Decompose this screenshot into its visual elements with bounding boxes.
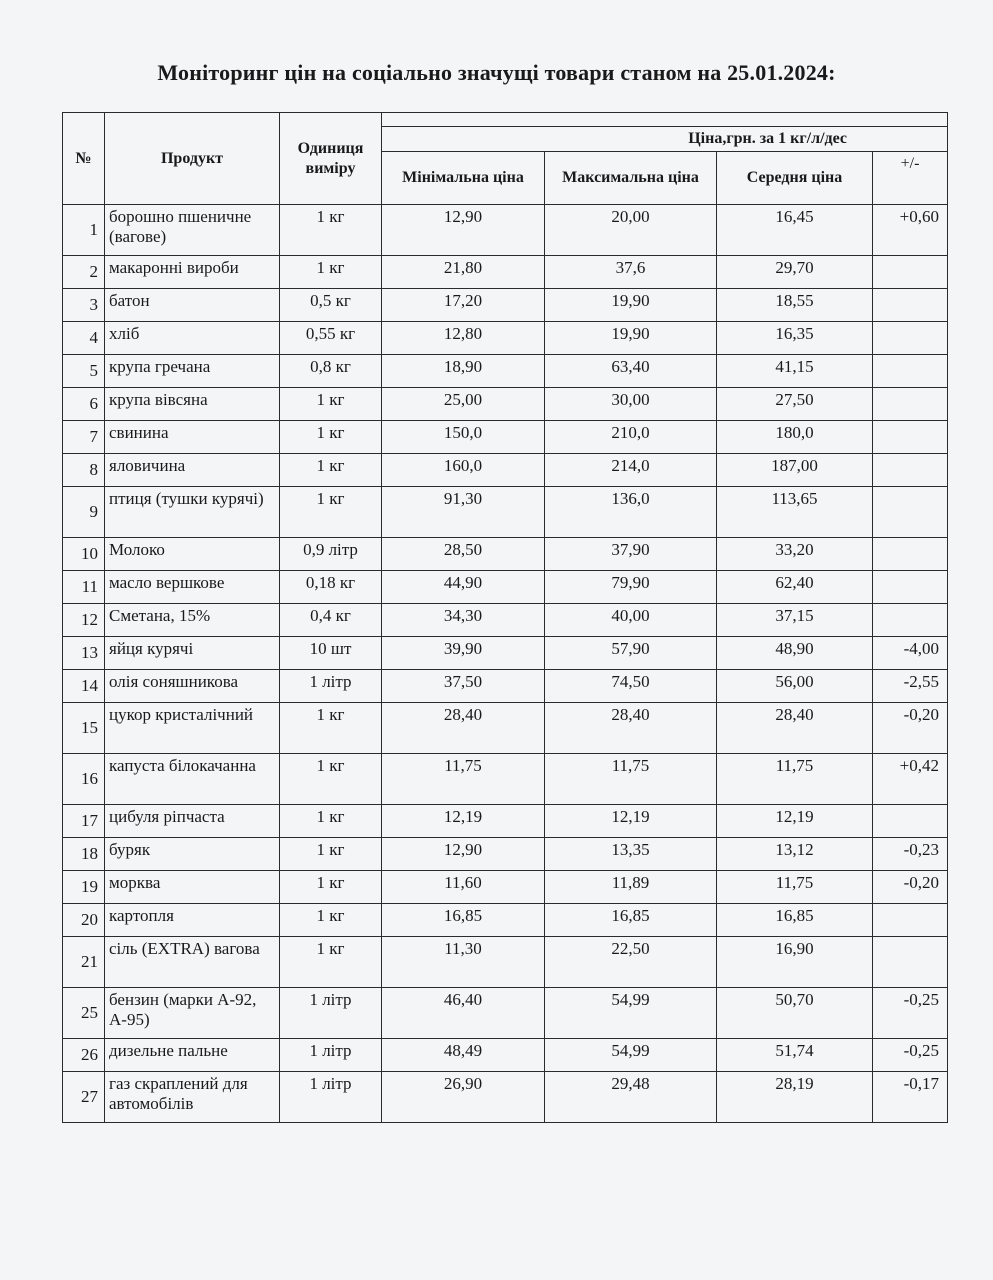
table-row xyxy=(63,670,948,703)
max-price: 19,90 xyxy=(545,322,717,355)
product-name: батон xyxy=(105,289,280,322)
max-price: 40,00 xyxy=(545,604,717,637)
table-row xyxy=(63,838,948,871)
header-max-price: Максимальна ціна xyxy=(545,152,717,205)
table-row xyxy=(63,1072,948,1123)
avg-price: 11,75 xyxy=(717,754,873,805)
max-price: 37,90 xyxy=(545,538,717,571)
avg-price: 56,00 xyxy=(717,670,873,703)
max-price: 79,90 xyxy=(545,571,717,604)
product-name: капуста білокачанна xyxy=(105,754,280,805)
unit-of-measure: 1 кг xyxy=(280,937,382,988)
product-name: яйця курячі xyxy=(105,637,280,670)
row-number: 4 xyxy=(63,322,105,355)
max-price: 214,0 xyxy=(545,454,717,487)
avg-price: 50,70 xyxy=(717,988,873,1039)
max-price: 210,0 xyxy=(545,421,717,454)
avg-price: 41,15 xyxy=(717,355,873,388)
avg-price: 11,75 xyxy=(717,871,873,904)
row-number: 15 xyxy=(63,703,105,754)
max-price: 136,0 xyxy=(545,487,717,538)
row-number: 27 xyxy=(63,1072,105,1123)
row-number: 12 xyxy=(63,604,105,637)
row-number: 9 xyxy=(63,487,105,538)
max-price: 22,50 xyxy=(545,937,717,988)
min-price: 26,90 xyxy=(382,1072,545,1123)
price-change: +0,60 xyxy=(873,205,948,256)
max-price: 11,75 xyxy=(545,754,717,805)
table-row xyxy=(63,871,948,904)
row-number: 10 xyxy=(63,538,105,571)
min-price: 11,60 xyxy=(382,871,545,904)
max-price: 28,40 xyxy=(545,703,717,754)
product-name: свинина xyxy=(105,421,280,454)
header-diff: +/- xyxy=(873,152,948,205)
price-change xyxy=(873,322,948,355)
header-spacer xyxy=(382,113,948,127)
product-name: картопля xyxy=(105,904,280,937)
max-price: 74,50 xyxy=(545,670,717,703)
price-table xyxy=(62,112,948,1123)
header-unit: Одиниця виміру xyxy=(280,113,382,205)
unit-of-measure: 1 кг xyxy=(280,256,382,289)
row-number: 20 xyxy=(63,904,105,937)
product-name: газ скраплений для автомобілів xyxy=(105,1072,280,1123)
min-price: 12,90 xyxy=(382,838,545,871)
min-price: 150,0 xyxy=(382,421,545,454)
price-change: -2,55 xyxy=(873,670,948,703)
row-number: 2 xyxy=(63,256,105,289)
header-price-group: Ціна,грн. за 1 кг/л/дес xyxy=(382,127,948,152)
price-change xyxy=(873,904,948,937)
max-price: 30,00 xyxy=(545,388,717,421)
min-price: 160,0 xyxy=(382,454,545,487)
avg-price: 62,40 xyxy=(717,571,873,604)
table-row xyxy=(63,805,948,838)
row-number: 26 xyxy=(63,1039,105,1072)
avg-price: 16,45 xyxy=(717,205,873,256)
avg-price: 28,40 xyxy=(717,703,873,754)
unit-of-measure: 10 шт xyxy=(280,637,382,670)
unit-of-measure: 1 літр xyxy=(280,1039,382,1072)
product-name: птиця (тушки курячі) xyxy=(105,487,280,538)
avg-price: 28,19 xyxy=(717,1072,873,1123)
product-name: бензин (марки А-92, А-95) xyxy=(105,988,280,1039)
price-change xyxy=(873,289,948,322)
table-row xyxy=(63,454,948,487)
table-body xyxy=(63,205,948,1123)
price-change: -0,25 xyxy=(873,988,948,1039)
unit-of-measure: 1 кг xyxy=(280,388,382,421)
min-price: 21,80 xyxy=(382,256,545,289)
product-name: сіль (EXTRA) вагова xyxy=(105,937,280,988)
min-price: 37,50 xyxy=(382,670,545,703)
min-price: 11,30 xyxy=(382,937,545,988)
avg-price: 27,50 xyxy=(717,388,873,421)
avg-price: 16,35 xyxy=(717,322,873,355)
min-price: 12,19 xyxy=(382,805,545,838)
row-number: 5 xyxy=(63,355,105,388)
row-number: 16 xyxy=(63,754,105,805)
product-name: цибуля ріпчаста xyxy=(105,805,280,838)
max-price: 20,00 xyxy=(545,205,717,256)
page-title: Моніторинг цін на соціально значущі товари станом на 25.01.2024: xyxy=(157,60,836,85)
avg-price: 13,12 xyxy=(717,838,873,871)
table-row xyxy=(63,904,948,937)
product-name: крупа гречана xyxy=(105,355,280,388)
avg-price: 51,74 xyxy=(717,1039,873,1072)
avg-price: 16,85 xyxy=(717,904,873,937)
header-avg-price: Середня ціна xyxy=(717,152,873,205)
row-number: 14 xyxy=(63,670,105,703)
min-price: 48,49 xyxy=(382,1039,545,1072)
unit-of-measure: 1 кг xyxy=(280,205,382,256)
table-row xyxy=(63,703,948,754)
product-name: макаронні вироби xyxy=(105,256,280,289)
row-number: 19 xyxy=(63,871,105,904)
min-price: 34,30 xyxy=(382,604,545,637)
min-price: 16,85 xyxy=(382,904,545,937)
unit-of-measure: 1 літр xyxy=(280,1072,382,1123)
product-name: крупа вівсяна xyxy=(105,388,280,421)
max-price: 19,90 xyxy=(545,289,717,322)
product-name: масло вершкове xyxy=(105,571,280,604)
max-price: 54,99 xyxy=(545,1039,717,1072)
header-product: Продукт xyxy=(105,113,280,205)
price-change xyxy=(873,604,948,637)
row-number: 25 xyxy=(63,988,105,1039)
product-name: морква xyxy=(105,871,280,904)
unit-of-measure: 1 кг xyxy=(280,754,382,805)
unit-of-measure: 0,4 кг xyxy=(280,604,382,637)
avg-price: 113,65 xyxy=(717,487,873,538)
price-change: -0,25 xyxy=(873,1039,948,1072)
row-number: 21 xyxy=(63,937,105,988)
table-row xyxy=(63,604,948,637)
unit-of-measure: 1 кг xyxy=(280,805,382,838)
price-change xyxy=(873,538,948,571)
avg-price: 187,00 xyxy=(717,454,873,487)
unit-of-measure: 1 кг xyxy=(280,454,382,487)
price-change: -0,20 xyxy=(873,871,948,904)
max-price: 16,85 xyxy=(545,904,717,937)
product-name: хліб xyxy=(105,322,280,355)
table-row xyxy=(63,538,948,571)
max-price: 37,6 xyxy=(545,256,717,289)
price-change xyxy=(873,388,948,421)
product-name: дизельне пальне xyxy=(105,1039,280,1072)
table-row xyxy=(63,388,948,421)
table-row xyxy=(63,637,948,670)
max-price: 57,90 xyxy=(545,637,717,670)
unit-of-measure: 0,18 кг xyxy=(280,571,382,604)
price-change xyxy=(873,805,948,838)
table-row xyxy=(63,322,948,355)
unit-of-measure: 0,55 кг xyxy=(280,322,382,355)
max-price: 54,99 xyxy=(545,988,717,1039)
table-row xyxy=(63,205,948,256)
table-row xyxy=(63,355,948,388)
min-price: 25,00 xyxy=(382,388,545,421)
row-number: 17 xyxy=(63,805,105,838)
product-name: Молоко xyxy=(105,538,280,571)
header-no: № xyxy=(63,113,105,205)
min-price: 12,90 xyxy=(382,205,545,256)
avg-price: 33,20 xyxy=(717,538,873,571)
price-change: -0,23 xyxy=(873,838,948,871)
max-price: 11,89 xyxy=(545,871,717,904)
row-number: 1 xyxy=(63,205,105,256)
min-price: 39,90 xyxy=(382,637,545,670)
min-price: 17,20 xyxy=(382,289,545,322)
price-change: -0,17 xyxy=(873,1072,948,1123)
avg-price: 12,19 xyxy=(717,805,873,838)
product-name: буряк xyxy=(105,838,280,871)
price-change xyxy=(873,355,948,388)
max-price: 12,19 xyxy=(545,805,717,838)
table-row xyxy=(63,1039,948,1072)
max-price: 29,48 xyxy=(545,1072,717,1123)
price-change xyxy=(873,454,948,487)
min-price: 11,75 xyxy=(382,754,545,805)
table-row xyxy=(63,754,948,805)
min-price: 18,90 xyxy=(382,355,545,388)
row-number: 6 xyxy=(63,388,105,421)
header-min-price: Мінімальна ціна xyxy=(382,152,545,205)
avg-price: 16,90 xyxy=(717,937,873,988)
unit-of-measure: 0,9 літр xyxy=(280,538,382,571)
row-number: 8 xyxy=(63,454,105,487)
product-name: олія соняшникова xyxy=(105,670,280,703)
price-change xyxy=(873,571,948,604)
unit-of-measure: 1 кг xyxy=(280,871,382,904)
product-name: Сметана, 15% xyxy=(105,604,280,637)
min-price: 28,50 xyxy=(382,538,545,571)
price-change: +0,42 xyxy=(873,754,948,805)
min-price: 44,90 xyxy=(382,571,545,604)
price-change xyxy=(873,487,948,538)
row-number: 7 xyxy=(63,421,105,454)
product-name: яловичина xyxy=(105,454,280,487)
table-row xyxy=(63,988,948,1039)
price-change xyxy=(873,421,948,454)
unit-of-measure: 1 кг xyxy=(280,838,382,871)
table-row xyxy=(63,571,948,604)
min-price: 91,30 xyxy=(382,487,545,538)
table-row xyxy=(63,937,948,988)
min-price: 12,80 xyxy=(382,322,545,355)
row-number: 11 xyxy=(63,571,105,604)
price-change: -0,20 xyxy=(873,703,948,754)
unit-of-measure: 1 кг xyxy=(280,703,382,754)
table-row xyxy=(63,487,948,538)
avg-price: 180,0 xyxy=(717,421,873,454)
max-price: 63,40 xyxy=(545,355,717,388)
price-change: -4,00 xyxy=(873,637,948,670)
unit-of-measure: 1 літр xyxy=(280,670,382,703)
unit-of-measure: 0,8 кг xyxy=(280,355,382,388)
table-row xyxy=(63,289,948,322)
avg-price: 48,90 xyxy=(717,637,873,670)
unit-of-measure: 1 кг xyxy=(280,421,382,454)
avg-price: 37,15 xyxy=(717,604,873,637)
avg-price: 29,70 xyxy=(717,256,873,289)
row-number: 18 xyxy=(63,838,105,871)
product-name: борошно пшеничне (вагове) xyxy=(105,205,280,256)
price-change xyxy=(873,256,948,289)
row-number: 3 xyxy=(63,289,105,322)
row-number: 13 xyxy=(63,637,105,670)
min-price: 28,40 xyxy=(382,703,545,754)
unit-of-measure: 1 літр xyxy=(280,988,382,1039)
unit-of-measure: 0,5 кг xyxy=(280,289,382,322)
unit-of-measure: 1 кг xyxy=(280,487,382,538)
min-price: 46,40 xyxy=(382,988,545,1039)
price-change xyxy=(873,937,948,988)
avg-price: 18,55 xyxy=(717,289,873,322)
max-price: 13,35 xyxy=(545,838,717,871)
table-row xyxy=(63,256,948,289)
table-row xyxy=(63,421,948,454)
product-name: цукор кристалічний xyxy=(105,703,280,754)
unit-of-measure: 1 кг xyxy=(280,904,382,937)
